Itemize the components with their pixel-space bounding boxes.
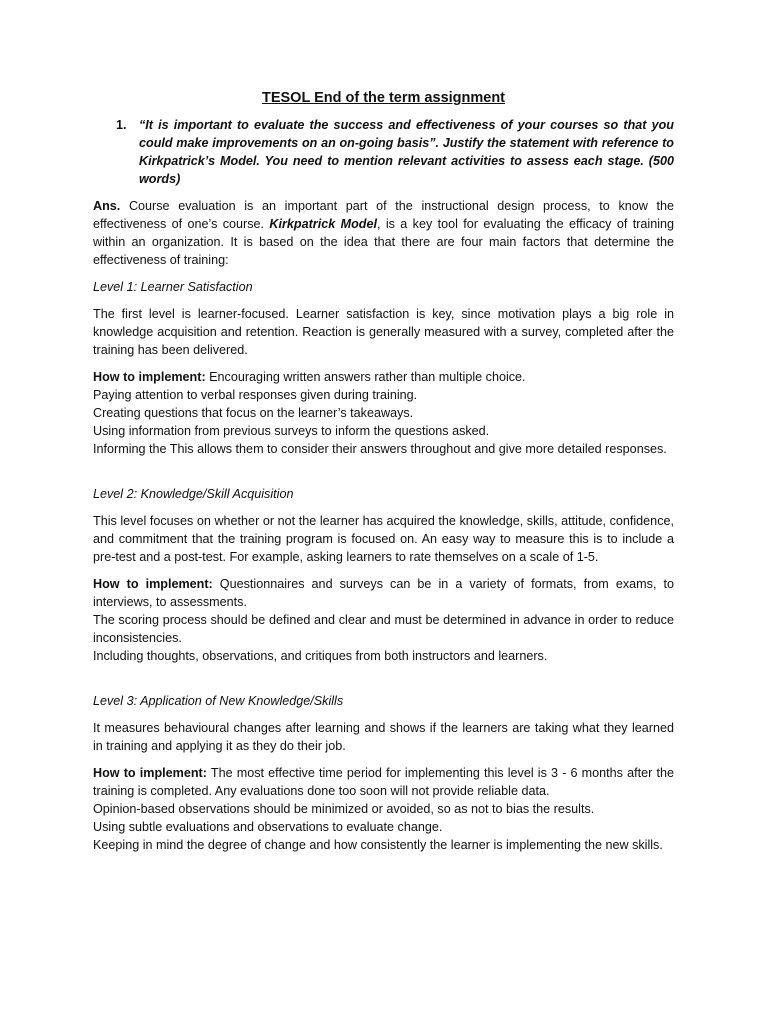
- list-item: Opinion-based observations should be minimized or avoided, so as not to bias the results.: [93, 802, 595, 816]
- level-2-heading: Level 2: Knowledge/Skill Acquisition: [93, 487, 294, 501]
- answer-text-before: Course evaluation is an important part of the instructional design process, to know the effectiveness of one’s course.: [93, 199, 674, 231]
- implement-label: How to implement:: [93, 766, 207, 780]
- list-item: Using information from previous surveys to inform the questions asked.: [93, 424, 490, 438]
- answer-label: Ans.: [93, 199, 121, 213]
- model-name: Kirkpatrick Model: [269, 217, 377, 231]
- level-1-body: The first level is learner-focused. Learner satisfaction is key, since motivation plays a big role in knowledge acquisition and retention. Reaction is generally measured with a survey, completed after the training has been delivered.: [93, 307, 674, 357]
- level-2-implementation: [93, 575, 674, 665]
- page-title: TESOL End of the term assignment: [261, 90, 506, 106]
- level-3-implementation: [93, 764, 674, 854]
- level-1-implementation: [93, 368, 674, 458]
- question: [93, 116, 674, 188]
- implement-label: How to implement:: [93, 370, 206, 384]
- list-item: Using subtle evaluations and observations to evaluate change.: [93, 820, 443, 834]
- level-3-heading: Level 3: Application of New Knowledge/Skills: [93, 694, 344, 708]
- answer-text-after: , is a key tool for evaluating the efficacy of training within an organization. It is based on the idea that there are four main factors that determine the effectiveness of training:: [93, 217, 674, 267]
- level-2-body: This level focuses on whether or not the learner has acquired the knowledge, skills, attitude, confidence, and commitment that the training program is focused on. An easy way to measure this is to include a pre-test and a post-test. For example, asking learners to rate themselves on a scale of 1-5.: [93, 514, 674, 564]
- level-2-implement-first: How to implement: Questionnaires and surveys can be in a variety of formats, from exams, to interviews, to assessments.: [93, 577, 674, 609]
- list-item: The scoring process should be defined and clear and must be determined in advance in order to reduce inconsistencies.: [93, 613, 674, 645]
- question-text: “It is important to evaluate the success and effectiveness of your courses so that you could make improvements on an on-going basis”. Justify the statement with reference to Kirkpatrick’s Model. You need to mention relevant activities to assess each stage. (500 words): [139, 118, 674, 186]
- list-item: Keeping in mind the degree of change and how consistently the learner is implementing the new skills.: [93, 838, 663, 852]
- level-3-body: It measures behavioural changes after learning and shows if the learners are taking what they learned in training and applying it as they do their job.: [93, 721, 674, 753]
- document-page: [93, 88, 674, 863]
- list-item: Including thoughts, observations, and critiques from both instructors and learners.: [93, 649, 548, 663]
- answer-intro: [93, 197, 674, 269]
- level-1-heading: Level 1: Learner Satisfaction: [93, 280, 253, 294]
- spacer: [93, 674, 674, 692]
- level-1-implement-first: How to implement: Encouraging written answers rather than multiple choice.: [93, 370, 526, 384]
- list-item: Informing the This allows them to consider their answers throughout and give more detailed responses.: [93, 442, 667, 456]
- spacer: [93, 467, 674, 485]
- list-item: Creating questions that focus on the learner’s takeaways.: [93, 406, 414, 420]
- level-3-implement-first: How to implement: The most effective time period for implementing this level is 3 - 6 months after the training is completed. Any evaluations done too soon will not provide reliable data.: [93, 766, 674, 798]
- implement-label: How to implement:: [93, 577, 213, 591]
- list-item: Paying attention to verbal responses given during training.: [93, 388, 418, 402]
- question-number: 1.: [116, 118, 127, 132]
